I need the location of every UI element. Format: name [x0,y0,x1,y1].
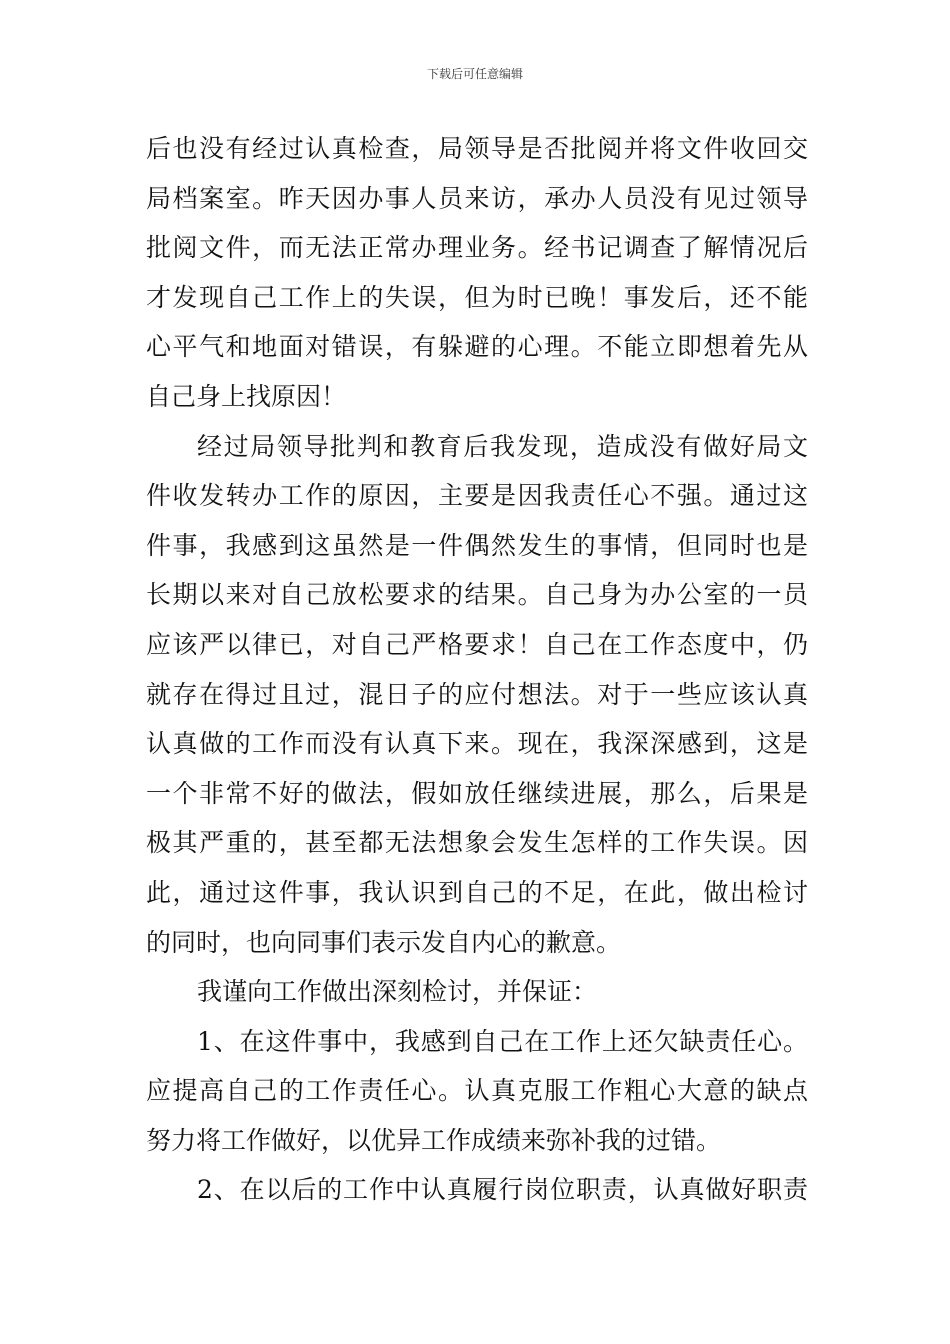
text-line: 极其严重的，甚至都无法想象会发生怎样的工作失误。因 [146,828,808,858]
text-line: 应提高自己的工作责任心。认真克服工作粗心大意的缺点 [146,1076,808,1106]
text-line: 一个非常不好的做法，假如放任继续进展，那么，后果是 [146,778,808,808]
text-line: 心平气和地面对错误，有躲避的心理。不能立即想着先从 [146,332,808,362]
text-line: 的同时，也向同事们表示发自内心的歉意。 [146,927,622,957]
text-line: 件收发转办工作的原因，主要是因我责任心不强。通过这 [146,481,808,511]
text-line: 长期以来对自己放松要求的结果。自己身为办公室的一员 [146,580,808,610]
text-line: 就存在得过且过，混日子的应付想法。对于一些应该认真 [146,679,808,709]
text-line: 2、在以后的工作中认真履行岗位职责，认真做好职责 [197,1175,808,1205]
document-body [146,124,808,1215]
text-line: 我谨向工作做出深刻检讨，并保证： [197,977,598,1007]
text-line: 此，通过这件事，我认识到自己的不足，在此，做出检讨 [146,877,808,907]
text-line: 才发现自己工作上的失误，但为时已晚！事发后，还不能 [146,282,808,312]
text-line: 后也没有经过认真检查，局领导是否批阅并将文件收回交 [146,134,808,163]
text-line: 经过局领导批判和教育后我发现，造成没有做好局文 [197,431,808,461]
page-header: 下载后可任意编辑 [426,67,523,81]
text-line: 1、在这件事中，我感到自己在工作上还欠缺责任心。 [197,1026,808,1056]
text-line: 批阅文件，而无法正常办理业务。经书记调查了解情况后 [146,233,808,263]
text-line: 件事，我感到这虽然是一件偶然发生的事情，但同时也是 [146,530,808,560]
text-line: 局档案室。昨天因办事人员来访，承办人员没有见过领导 [146,183,808,213]
text-line: 自己身上找原因！ [146,381,347,411]
text-line: 努力将工作做好，以优异工作成绩来弥补我的过错。 [146,1125,722,1155]
text-line: 应该严以律已，对自己严格要求！自己在工作态度中，仍 [146,629,808,659]
text-line: 认真做的工作而没有认真下来。现在，我深深感到，这是 [146,729,808,759]
